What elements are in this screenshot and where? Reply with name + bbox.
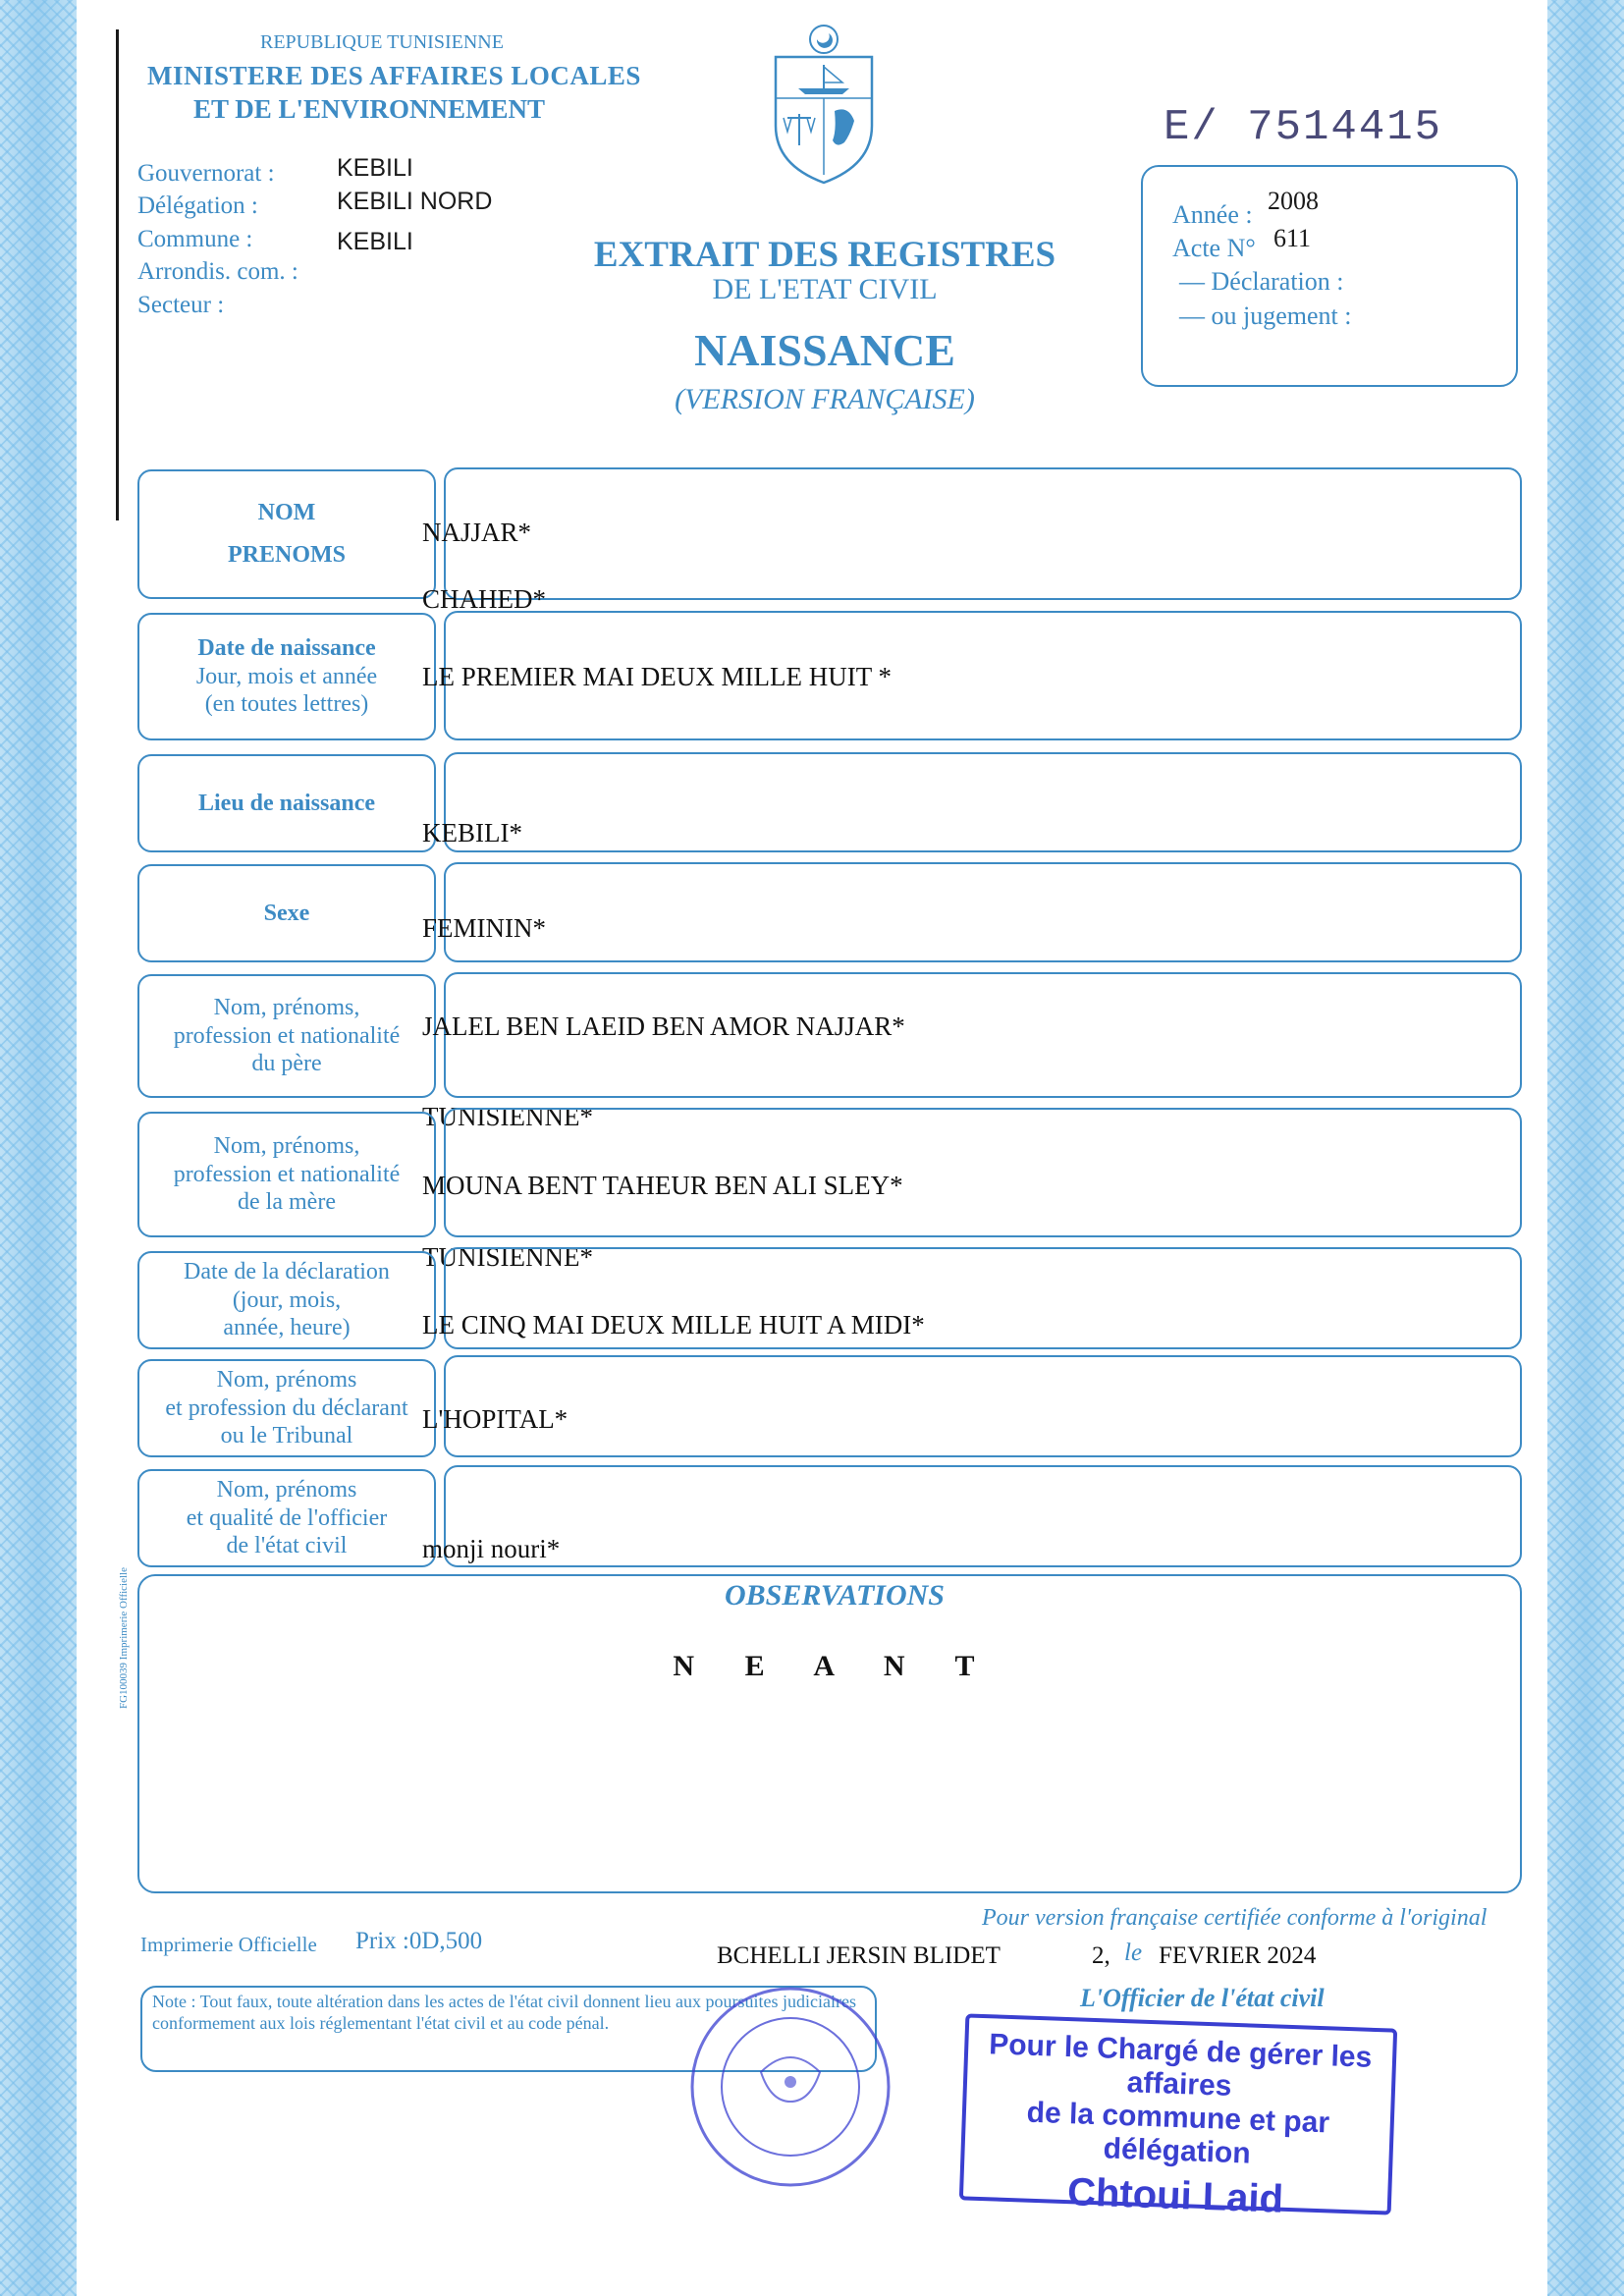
declarant-label-box: [137, 1359, 436, 1457]
pere-label-line2: profession et nationalité: [173, 1022, 401, 1049]
commune-value: KEBILI: [337, 228, 413, 255]
document-subtitle: DE L'ETAT CIVIL: [712, 273, 938, 305]
annee-value: 2008: [1268, 187, 1319, 215]
delegation-value: KEBILI NORD: [337, 188, 493, 215]
official-round-stamp: [677, 1974, 903, 2200]
gouvernorat-value: KEBILI: [337, 154, 413, 182]
pere-label-box: [137, 974, 436, 1098]
security-border-right: [1547, 0, 1624, 2296]
declaration-label: — Déclaration :: [1179, 267, 1344, 296]
officier-label-line1: Nom, prénoms: [216, 1476, 357, 1503]
issue-le: le: [1124, 1940, 1143, 1966]
price-label: Prix :0D,500: [355, 1928, 483, 1954]
lieu-value: KEBILI*: [422, 818, 522, 847]
dob-label-box: [137, 613, 436, 740]
lieu-label-box: [137, 754, 436, 852]
mere-nationality: TUNISIENNE*: [422, 1242, 593, 1272]
officier-label-line2: et qualité de l'officier: [186, 1504, 388, 1531]
sexe-value-box: [444, 862, 1522, 962]
printer-code-vertical: FG100039 Imprimerie Officielle: [118, 1567, 130, 1709]
certification-note: Pour version française certifiée conforme à l'original: [982, 1905, 1488, 1931]
gouvernorat-label: Gouvernorat :: [137, 160, 275, 187]
officer-rect-stamp: [959, 2013, 1397, 2221]
document-serial-number: E/ 7514415: [1164, 103, 1443, 152]
declaration-date-label-box: [137, 1251, 436, 1349]
pere-label-line1: Nom, prénoms,: [213, 994, 360, 1020]
arrondissement-label: Arrondis. com. :: [137, 258, 298, 285]
officier-label-line3: de l'état civil: [226, 1533, 348, 1559]
annee-label: Année :: [1172, 200, 1253, 229]
declaration-date-label-line2: (jour, mois,: [232, 1286, 342, 1313]
declaration-date-value: LE CINQ MAI DEUX MILLE HUIT A MIDI*: [422, 1310, 925, 1339]
prenoms-label: PRENOMS: [228, 542, 346, 568]
security-border-left: [0, 0, 77, 2296]
lieu-label: Lieu de naissance: [197, 790, 376, 816]
secteur-label: Secteur :: [137, 292, 225, 318]
ministry-header-line2: ET DE L'ENVIRONNEMENT: [193, 94, 546, 124]
officier-label-box: [137, 1469, 436, 1567]
sexe-label: Sexe: [263, 900, 310, 926]
jugement-label: — ou jugement :: [1179, 301, 1352, 330]
lieu-value-box: [444, 752, 1522, 852]
coat-of-arms-emblem: [764, 18, 884, 185]
issue-date: FEVRIER 2024: [1159, 1942, 1317, 1969]
dob-label-detail: Jour, mois et année: [195, 663, 378, 689]
version-label: (VERSION FRANÇAISE): [675, 383, 975, 415]
declaration-date-label-line1: Date de la déclaration: [184, 1258, 390, 1285]
act-type-title: NAISSANCE: [694, 325, 955, 375]
printer-name: Imprimerie Officielle: [140, 1933, 317, 1956]
acte-info-box: [1141, 165, 1518, 387]
legal-note-text: Note : Tout faux, toute altération dans les actes de l'état civil donnent lieu aux poursuites judiciaires conformement aux lois réglementant l'état civil et au code pénal.: [152, 1992, 856, 2033]
ministry-header-line1: MINISTERE DES AFFAIRES LOCALES: [147, 61, 641, 90]
issue-day: 2,: [1092, 1942, 1110, 1969]
margin-rule: [116, 29, 119, 520]
declarant-value-box: [444, 1355, 1522, 1457]
mere-value: MOUNA BENT TAHEUR BEN ALI SLEY*: [422, 1171, 903, 1200]
mere-label-box: [137, 1112, 436, 1237]
republic-header: REPUBLIQUE TUNISIENNE: [260, 31, 504, 53]
observations-title: OBSERVATIONS: [725, 1579, 945, 1612]
pere-label-line3: du père: [251, 1051, 322, 1077]
declarant-label-line3: ou le Tribunal: [220, 1423, 353, 1449]
mere-label-line1: Nom, prénoms,: [213, 1132, 360, 1159]
nom-prenoms-label-box: [137, 469, 436, 599]
observations-value: N E A N T: [673, 1650, 997, 1682]
sexe-value: FEMININ*: [422, 913, 546, 943]
declaration-date-label-line3: année, heure): [223, 1315, 351, 1341]
acte-number-value: 611: [1273, 224, 1312, 252]
dob-value: LE PREMIER MAI DEUX MILLE HUIT *: [422, 662, 892, 691]
nom-value: NAJJAR*: [422, 518, 532, 547]
pere-value: JALEL BEN LAEID BEN AMOR NAJJAR*: [422, 1011, 905, 1041]
observations-box: [137, 1574, 1522, 1893]
declarant-label-line1: Nom, prénoms: [216, 1366, 357, 1393]
nom-label: NOM: [257, 500, 316, 526]
mere-label-line2: profession et nationalité: [173, 1161, 401, 1187]
nom-prenoms-value-box: [444, 467, 1522, 600]
acte-number-label: Acte N°: [1172, 234, 1256, 262]
prenom-value: CHAHED*: [422, 584, 546, 614]
delegation-label: Délégation :: [137, 192, 258, 219]
pere-nationality: TUNISIENNE*: [422, 1102, 593, 1131]
declarant-label-line2: et profession du déclarant: [165, 1394, 408, 1421]
declarant-value: L'HOPITAL*: [422, 1404, 568, 1434]
stamp-line1: Pour le Chargé de gérer les affaires: [988, 2028, 1373, 2103]
sexe-label-box: [137, 864, 436, 962]
stamp-line2: de la commune et par délégation: [1026, 2096, 1330, 2170]
officier-value-box: [444, 1465, 1522, 1567]
issue-place: BCHELLI JERSIN BLIDET: [717, 1942, 1001, 1969]
dob-label-note: (en toutes lettres): [204, 691, 369, 718]
mere-label-line3: de la mère: [238, 1189, 336, 1216]
commune-label: Commune :: [137, 226, 253, 252]
officier-value: monji nouri*: [422, 1534, 561, 1563]
stamp-officer-name: Chtoui Laid: [1066, 2170, 1284, 2221]
officer-signature-label: L'Officier de l'état civil: [1080, 1984, 1325, 2012]
document-title: EXTRAIT DES REGISTRES: [593, 235, 1056, 275]
dob-label: Date de naissance: [197, 634, 376, 661]
